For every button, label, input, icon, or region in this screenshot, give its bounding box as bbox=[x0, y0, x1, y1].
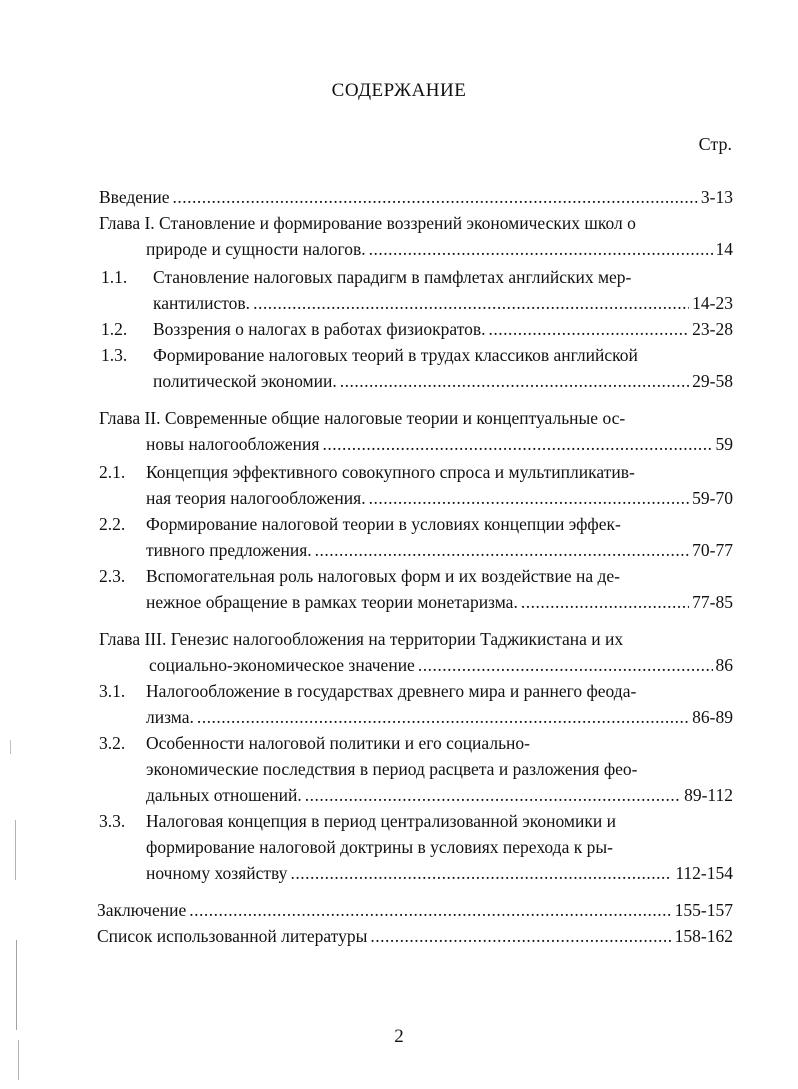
section-number: 1.3. bbox=[101, 345, 128, 365]
entry-page: 70-77 bbox=[692, 540, 733, 560]
entry-title-cont: тивного предложения. bbox=[146, 540, 312, 560]
entry-title: Особенности налоговой политики и его социально- bbox=[146, 733, 531, 753]
leader-dots bbox=[521, 589, 689, 615]
entry-title: Глава I. Становление и формирование воззрений экономических школ о bbox=[99, 213, 636, 233]
toc-chapter-1-line-1 bbox=[99, 210, 636, 236]
toc-section-1-1-line-2 bbox=[153, 290, 733, 316]
leader-dots bbox=[253, 290, 689, 316]
toc-section-2-2-line-2 bbox=[146, 537, 733, 563]
scan-artifact bbox=[10, 740, 11, 754]
entry-title-cont: ночному хозяйству bbox=[146, 863, 288, 883]
toc-section-2-2-line-1 bbox=[146, 511, 621, 537]
entry-title: Воззрения о налогах в работах физиократов. bbox=[153, 319, 486, 339]
section-number: 2.1. bbox=[99, 462, 126, 482]
leader-dots bbox=[315, 537, 690, 563]
toc-section-1-3-line-1 bbox=[153, 342, 638, 368]
leader-dots bbox=[370, 923, 671, 949]
entry-title-cont: природе и сущности налогов. bbox=[146, 239, 366, 259]
leader-dots bbox=[173, 184, 698, 210]
toc-chapter-2-line-2 bbox=[146, 431, 733, 457]
toc-section-2-3-line-1 bbox=[146, 563, 620, 589]
toc-chapter-3-line-1 bbox=[99, 626, 623, 652]
toc-section-1-1-line-1 bbox=[153, 264, 631, 290]
section-number: 2.2. bbox=[99, 514, 126, 534]
entry-title: Заключение bbox=[97, 900, 187, 920]
leader-dots bbox=[189, 897, 671, 923]
page-title: СОДЕРЖАНИЕ bbox=[331, 80, 467, 101]
entry-page: 86 bbox=[715, 655, 733, 675]
toc-section-3-3-line-3 bbox=[146, 860, 733, 886]
entry-title-cont: дальных отношений. bbox=[146, 785, 302, 805]
entry-title: Концепция эффективного совокупного спроса и мультипликатив- bbox=[146, 462, 635, 482]
toc-chapter-1-line-2 bbox=[146, 236, 733, 262]
entry-title-cont: лизма. bbox=[146, 707, 194, 727]
leader-dots bbox=[340, 368, 689, 394]
entry-title: Налогообложение в государствах древнего мира и раннего феода- bbox=[146, 681, 637, 701]
entry-page: 14-23 bbox=[692, 293, 733, 313]
toc-section-3-2-line-2 bbox=[146, 756, 638, 782]
section-number: 3.2. bbox=[99, 733, 126, 753]
toc-section-1-2 bbox=[153, 316, 733, 342]
entry-page: 59-70 bbox=[692, 488, 733, 508]
leader-dots bbox=[322, 431, 712, 457]
entry-page: 23-28 bbox=[692, 319, 733, 339]
toc-section-3-1-line-1 bbox=[146, 678, 636, 704]
entry-page: 86-89 bbox=[692, 707, 733, 727]
leader-dots bbox=[197, 704, 689, 730]
entry-page: 112-154 bbox=[675, 863, 733, 883]
entry-title: Список использованной литературы bbox=[97, 926, 368, 946]
entry-title: Становление налоговых парадигм в памфлетах английских мер- bbox=[153, 267, 632, 287]
entry-title: Глава III. Генезис налогообложения на территории Таджикистана и их bbox=[99, 629, 624, 649]
section-number: 3.3. bbox=[99, 811, 126, 831]
entry-page: 89-112 bbox=[684, 785, 733, 805]
leader-dots bbox=[489, 316, 690, 342]
toc-section-3-2-line-1 bbox=[146, 730, 530, 756]
entry-title: Формирование налоговой теории в условиях концепции эффек- bbox=[146, 514, 621, 534]
entry-page: 3-13 bbox=[700, 187, 733, 207]
entry-title-cont: экономические последствия в период расцвета и разложения фео- bbox=[146, 759, 638, 779]
scan-artifact bbox=[15, 820, 16, 880]
toc-section-2-3-line-2 bbox=[146, 589, 733, 615]
entry-title: Введение bbox=[99, 187, 170, 207]
section-number: 3.1. bbox=[99, 681, 126, 701]
entry-page: 158-162 bbox=[674, 926, 733, 946]
toc-section-3-3-line-2 bbox=[146, 834, 613, 860]
section-number: 1.1. bbox=[101, 267, 128, 287]
page-column-label: Стр. bbox=[698, 134, 732, 154]
toc-section-2-1-line-1 bbox=[146, 459, 635, 485]
scan-artifact bbox=[18, 1040, 19, 1080]
toc-entry-introduction bbox=[99, 184, 733, 210]
section-number: 2.3. bbox=[99, 566, 126, 586]
entry-title-cont: социально-экономическое значение bbox=[149, 655, 415, 675]
leader-dots bbox=[369, 485, 690, 511]
entry-title: Налоговая концепция в период централизованной экономики и bbox=[146, 811, 616, 831]
entry-title-cont: ная теория налогообложения. bbox=[146, 488, 366, 508]
entry-page: 77-85 bbox=[692, 592, 733, 612]
leader-dots bbox=[369, 236, 713, 262]
leader-dots bbox=[290, 860, 672, 886]
entry-page: 29-58 bbox=[692, 371, 733, 391]
entry-title: Глава II. Современные общие налоговые теории и концептуальные ос- bbox=[99, 408, 626, 428]
entry-title-cont: нежное обращение в рамках теории монетаризма. bbox=[146, 592, 518, 612]
toc-section-1-3-line-2 bbox=[153, 368, 733, 394]
toc-chapter-2-line-1 bbox=[99, 405, 625, 431]
entry-title: Формирование налоговых теорий в трудах классиков английской bbox=[153, 345, 638, 365]
toc-entry-conclusion bbox=[97, 897, 733, 923]
entry-title-cont: формирование налоговой доктрины в условиях перехода к ры- bbox=[146, 837, 613, 857]
entry-page: 59 bbox=[715, 434, 733, 454]
entry-page: 14 bbox=[715, 239, 733, 259]
entry-page: 155-157 bbox=[674, 900, 733, 920]
toc-chapter-3-line-2 bbox=[149, 652, 733, 678]
toc-section-3-3-line-1 bbox=[146, 808, 616, 834]
toc-entry-references bbox=[97, 923, 733, 949]
scan-artifact bbox=[16, 940, 17, 1030]
leader-dots bbox=[418, 652, 713, 678]
leader-dots bbox=[305, 782, 681, 808]
entry-title-cont: кантилистов. bbox=[153, 293, 251, 313]
toc-section-3-2-line-3 bbox=[146, 782, 733, 808]
page-number: 2 bbox=[394, 1026, 404, 1047]
section-number: 1.2. bbox=[101, 319, 128, 339]
toc-section-2-1-line-2 bbox=[146, 485, 733, 511]
toc-section-3-1-line-2 bbox=[146, 704, 733, 730]
entry-title-cont: политической экономии. bbox=[153, 371, 337, 391]
entry-title-cont: новы налогообложения bbox=[146, 434, 320, 454]
entry-title: Вспомогательная роль налоговых форм и их воздействие на де- bbox=[146, 566, 620, 586]
